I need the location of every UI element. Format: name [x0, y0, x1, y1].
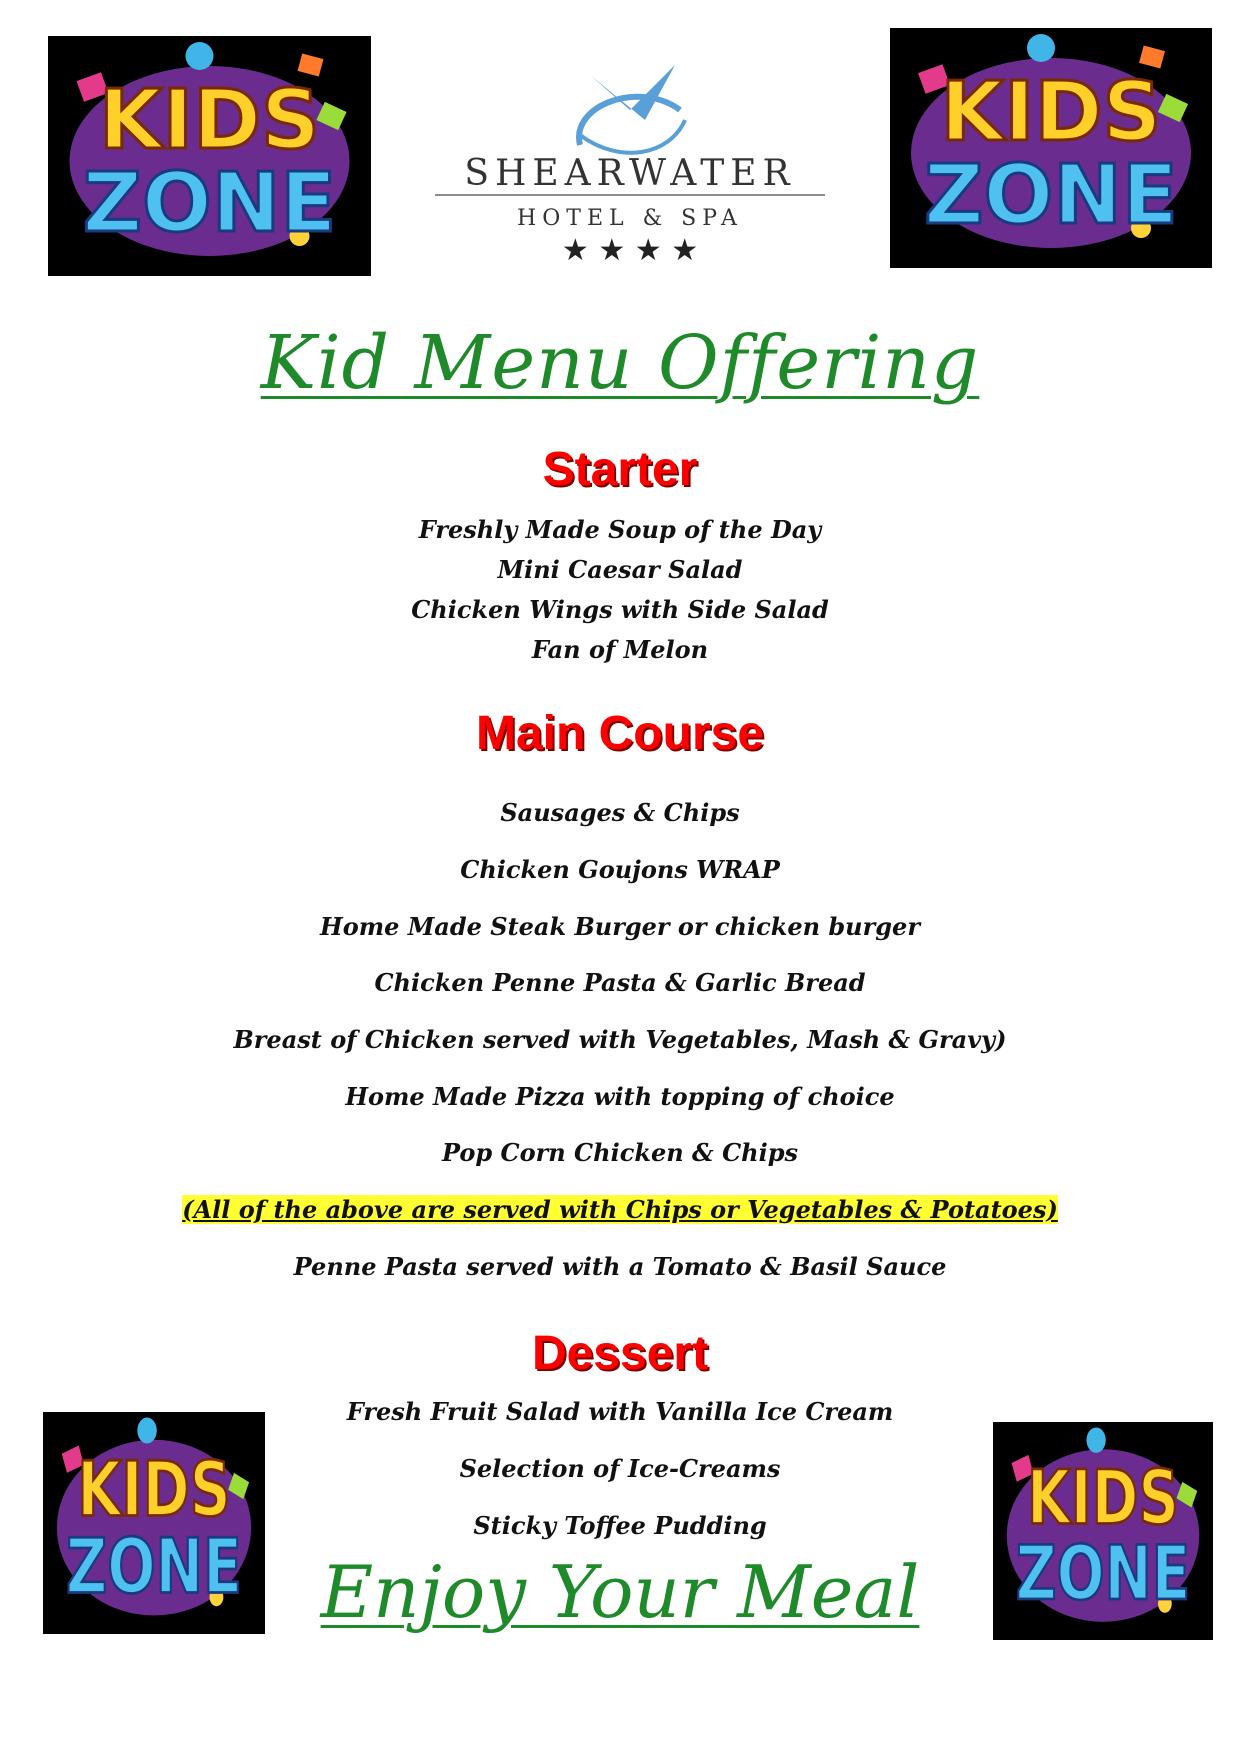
svg-text:ZONE: ZONE: [82, 156, 337, 251]
kids-zone-icon: [48, 36, 371, 276]
menu-item: Chicken Wings with Side Salad: [411, 595, 829, 624]
menu-item: Breast of Chicken served with Vegetables, Mash & Gravy): [233, 1025, 1007, 1054]
svg-text:ZONE: ZONE: [65, 1522, 243, 1611]
menu-item: Mini Caesar Salad: [497, 555, 743, 584]
served-with-note: (All of the above are served with Chips or Vegetables & Potatoes): [182, 1195, 1058, 1224]
menu-item: Freshly Made Soup of the Day: [418, 515, 822, 544]
svg-text:KIDS: KIDS: [77, 1445, 231, 1534]
menu-item: Selection of Ice-Creams: [459, 1454, 781, 1483]
hotel-name: SHEARWATER: [464, 153, 796, 194]
menu-item: Sausages & Chips: [500, 798, 740, 827]
dessert-heading: Dessert: [531, 1327, 709, 1380]
menu-item: Fan of Melon: [531, 635, 709, 664]
shearwater-bird-icon: [430, 35, 830, 265]
menu-item: Sticky Toffee Pudding: [473, 1511, 767, 1540]
menu-item: Chicken Penne Pasta & Garlic Bread: [374, 968, 866, 997]
hotel-subtitle: HOTEL & SPA: [517, 206, 743, 231]
menu-item: Pop Corn Chicken & Chips: [441, 1138, 799, 1167]
main-course-heading: Main Course: [475, 707, 765, 760]
enjoy-your-meal: Enjoy Your Meal: [320, 1550, 920, 1634]
menu-title: Kid Menu Offering: [260, 320, 980, 406]
hotel-stars: ★ ★ ★ ★: [561, 233, 699, 265]
menu-item: Fresh Fruit Salad with Vanilla Ice Cream: [346, 1397, 894, 1426]
svg-text:ZONE: ZONE: [1015, 1530, 1191, 1618]
kids-zone-badge-top-left: [48, 36, 371, 276]
kids-zone-icon: [890, 28, 1212, 268]
menu-item: Home Made Pizza with topping of choice: [345, 1082, 895, 1111]
menu-item: Home Made Steak Burger or chicken burger: [320, 912, 920, 941]
menu-item: Penne Pasta served with a Tomato & Basil Sauce: [293, 1252, 947, 1281]
hotel-logo: [430, 35, 830, 265]
menu-item: Chicken Goujons WRAP: [460, 855, 780, 884]
svg-text:KIDS: KIDS: [940, 65, 1162, 160]
svg-text:ZONE: ZONE: [924, 148, 1178, 243]
svg-text:KIDS: KIDS: [1026, 1454, 1180, 1542]
kids-zone-badge-top-right: [890, 28, 1212, 268]
svg-text:KIDS: KIDS: [98, 73, 321, 168]
starter-heading: Starter: [542, 443, 698, 496]
